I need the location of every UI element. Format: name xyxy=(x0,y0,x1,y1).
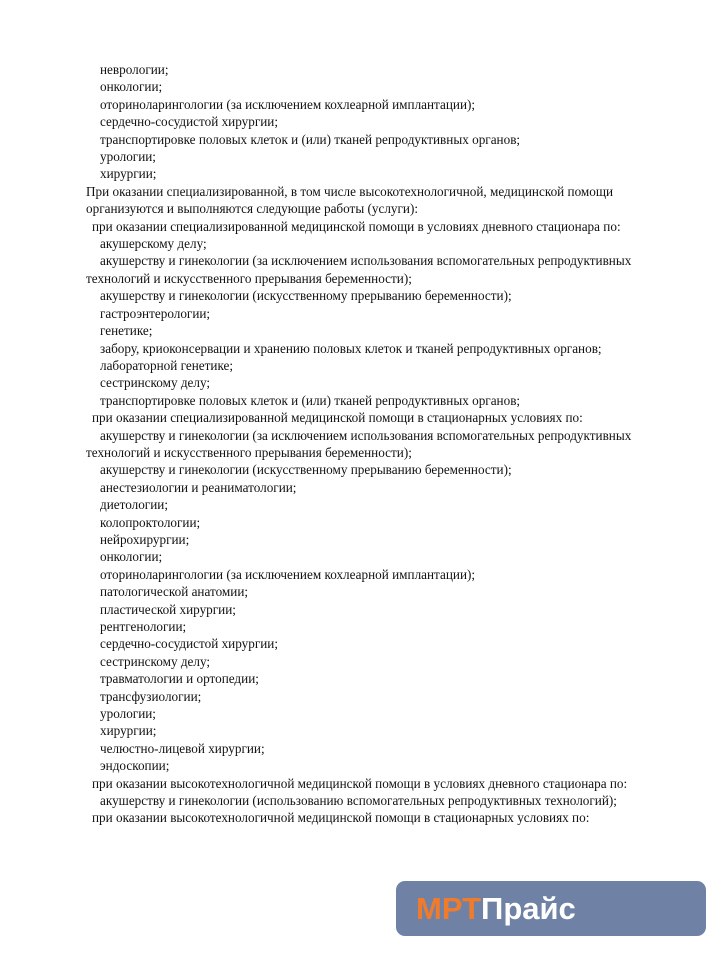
document-line: лабораторной генетике; xyxy=(100,357,234,373)
document-line: урологии; xyxy=(100,149,156,165)
document-line: акушерству и гинекологии (за исключением использования вспомогательных репродуктивных xyxy=(100,253,632,269)
document-line: при оказании высокотехнологичной медицинской помощи в условиях дневного стационара по: xyxy=(92,775,628,791)
document-line: При оказании специализированной, в том числе высокотехнологичной, медицинской помощи xyxy=(86,183,614,199)
document-line: пластической хирургии; xyxy=(100,601,236,617)
document-line: сердечно-сосудистой хирургии; xyxy=(100,114,279,130)
document-line: травматологии и ортопедии; xyxy=(100,671,259,687)
document-line: сердечно-сосудистой хирургии; xyxy=(100,636,279,652)
document-line: анестезиологии и реаниматологии; xyxy=(100,479,297,495)
document-line: онкологии; xyxy=(100,79,163,95)
document-line: генетике; xyxy=(100,323,153,339)
watermark-part-1: МРТ xyxy=(416,891,482,926)
document-line: эндоскопии; xyxy=(100,758,170,774)
document-line: патологической анатомии; xyxy=(100,584,249,600)
document-line: транспортировке половых клеток и (или) тканей репродуктивных органов; xyxy=(100,131,521,147)
document-line: акушерству и гинекологии (за исключением использования вспомогательных репродуктивных xyxy=(100,427,632,443)
document-line: технологий и искусственного прерывания беременности); xyxy=(86,270,412,286)
document-line: челюстно-лицевой хирургии; xyxy=(100,740,265,756)
document-line: рентгенологии; xyxy=(100,619,187,634)
document-line: технологий и искусственного прерывания беременности); xyxy=(86,444,412,460)
mrtprice-watermark-logo xyxy=(396,881,706,936)
document-line: транспортировке половых клеток и (или) тканей репродуктивных органов; xyxy=(100,392,521,408)
document-line: акушерству и гинекологии (искусственному прерыванию беременности); xyxy=(100,288,512,304)
document-line: забору, криоконсервации и хранению половых клеток и тканей репродуктивных органов; xyxy=(100,340,602,356)
document-line: акушерству и гинекологии (искусственному прерыванию беременности); xyxy=(100,462,512,478)
document-line: при оказании высокотехнологичной медицинской помощи в стационарных условиях по: xyxy=(92,810,590,826)
document-line: урологии; xyxy=(100,706,156,722)
document-line: диетологии; xyxy=(100,497,168,513)
document-line: трансфузиологии; xyxy=(100,688,202,704)
document-line: гастроэнтерологии; xyxy=(100,305,211,321)
document-line: при оказании специализированной медицинской помощи в условиях дневного стационара по: xyxy=(92,218,621,234)
document-line: сестринскому делу; xyxy=(100,375,211,391)
document-line: организуются и выполняются следующие работы (услуги): xyxy=(86,201,419,217)
document-line: неврологии; xyxy=(100,62,169,77)
document-body xyxy=(86,61,686,827)
document-line: при оказании специализированной медицинской помощи в стационарных условиях по: xyxy=(92,410,583,426)
document-line: хирургии; xyxy=(100,723,157,739)
document-line: сестринскому делу; xyxy=(100,653,211,669)
document-line: акушерству и гинекологии (использованию вспомогательных репродуктивных технологий); xyxy=(100,793,617,809)
watermark-part-2: Прайс xyxy=(481,891,576,926)
document-line: онкологии; xyxy=(100,549,163,565)
document-line: оториноларингологии (за исключением кохлеарной имплантации); xyxy=(100,96,476,112)
document-line: нейрохирургии; xyxy=(100,531,190,547)
document-line: колопроктологии; xyxy=(100,514,201,530)
document-line: акушерскому делу; xyxy=(100,236,207,252)
document-line: хирургии; xyxy=(100,166,157,182)
document-line: оториноларингологии (за исключением кохлеарной имплантации); xyxy=(100,566,476,582)
